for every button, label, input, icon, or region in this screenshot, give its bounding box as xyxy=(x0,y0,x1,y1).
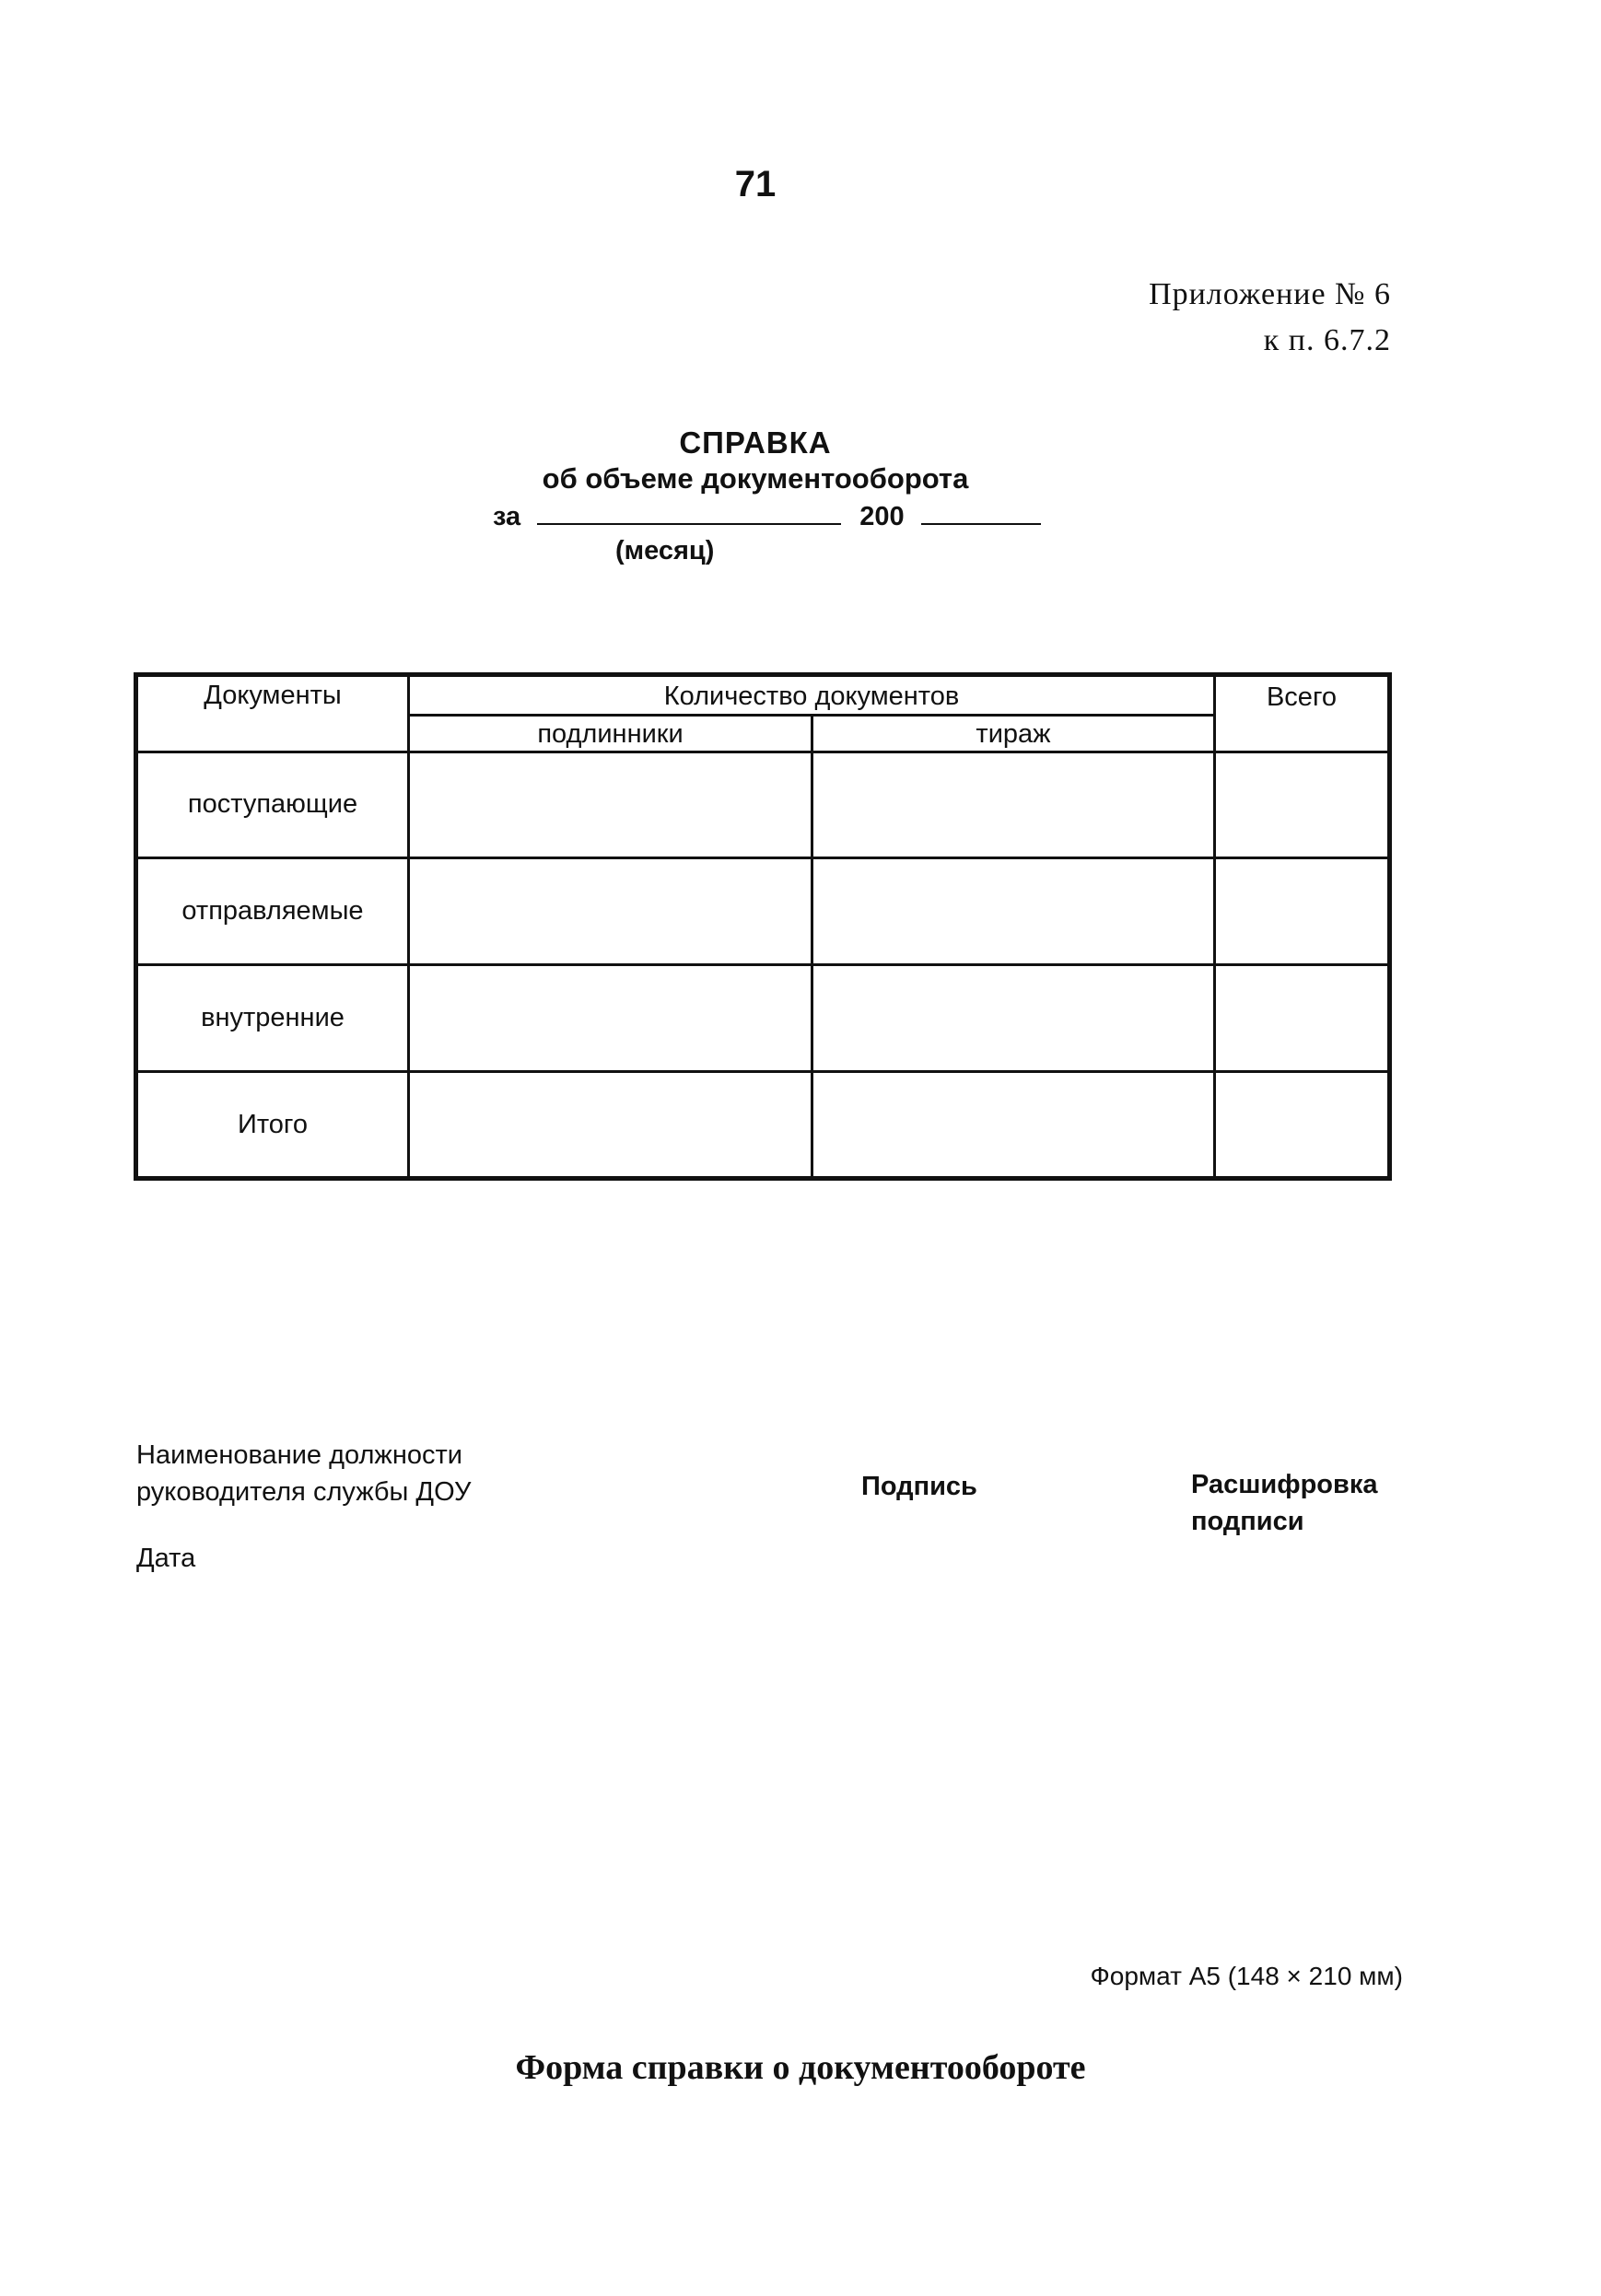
signatory-position xyxy=(136,1437,471,1510)
header-total: Всего xyxy=(1266,682,1338,712)
period-prefix: за xyxy=(493,502,521,531)
page-number: 71 xyxy=(734,164,777,204)
row-divider xyxy=(134,751,1392,753)
document-subtitle: об объеме документооборота xyxy=(542,462,969,495)
month-blank xyxy=(537,499,841,525)
period-year: 200 xyxy=(859,502,905,531)
table-border-bottom xyxy=(134,1176,1392,1181)
row-label-incoming: поступающие xyxy=(187,789,358,819)
month-hint: (месяц) xyxy=(615,536,715,565)
column-divider xyxy=(811,714,813,1181)
header-subdivider xyxy=(407,714,1216,717)
appendix-number: Приложение № 6 xyxy=(1149,277,1391,311)
format-note: Формат А5 (148 × 210 мм) xyxy=(1090,1962,1403,1990)
row-label-total: Итого xyxy=(238,1110,308,1139)
header-copies: тираж xyxy=(976,719,1051,749)
document-title: СПРАВКА xyxy=(679,425,832,460)
table-border-top xyxy=(134,672,1392,677)
table-border-right xyxy=(1387,672,1392,1181)
row-divider xyxy=(134,963,1392,966)
position-line-2: руководителя службы ДОУ xyxy=(136,1477,472,1507)
date-label: Дата xyxy=(136,1544,196,1573)
year-blank xyxy=(921,499,1041,525)
document-flow-table xyxy=(134,672,1392,1181)
decoding-line-1: Расшифровка xyxy=(1191,1470,1378,1499)
header-quantity: Количество документов xyxy=(663,682,960,711)
appendix-clause: к п. 6.7.2 xyxy=(1263,323,1391,357)
appendix-reference xyxy=(1149,272,1391,364)
column-divider xyxy=(1213,672,1216,1181)
header-documents: Документы xyxy=(204,681,342,710)
row-divider xyxy=(134,1070,1392,1073)
row-label-internal: внутренние xyxy=(201,1003,345,1032)
decoding-line-2: подписи xyxy=(1191,1507,1304,1536)
table-border-left xyxy=(134,672,138,1181)
header-originals: подлинники xyxy=(537,719,684,749)
period-line xyxy=(493,499,1041,532)
position-line-1: Наименование должности xyxy=(136,1440,462,1470)
row-divider xyxy=(134,857,1392,859)
signature-label: Подпись xyxy=(861,1472,977,1501)
signature-decoding xyxy=(1191,1466,1378,1540)
figure-caption: Форма справки о документообороте xyxy=(515,2048,1086,2087)
row-label-outgoing: отправляемые xyxy=(181,896,364,926)
